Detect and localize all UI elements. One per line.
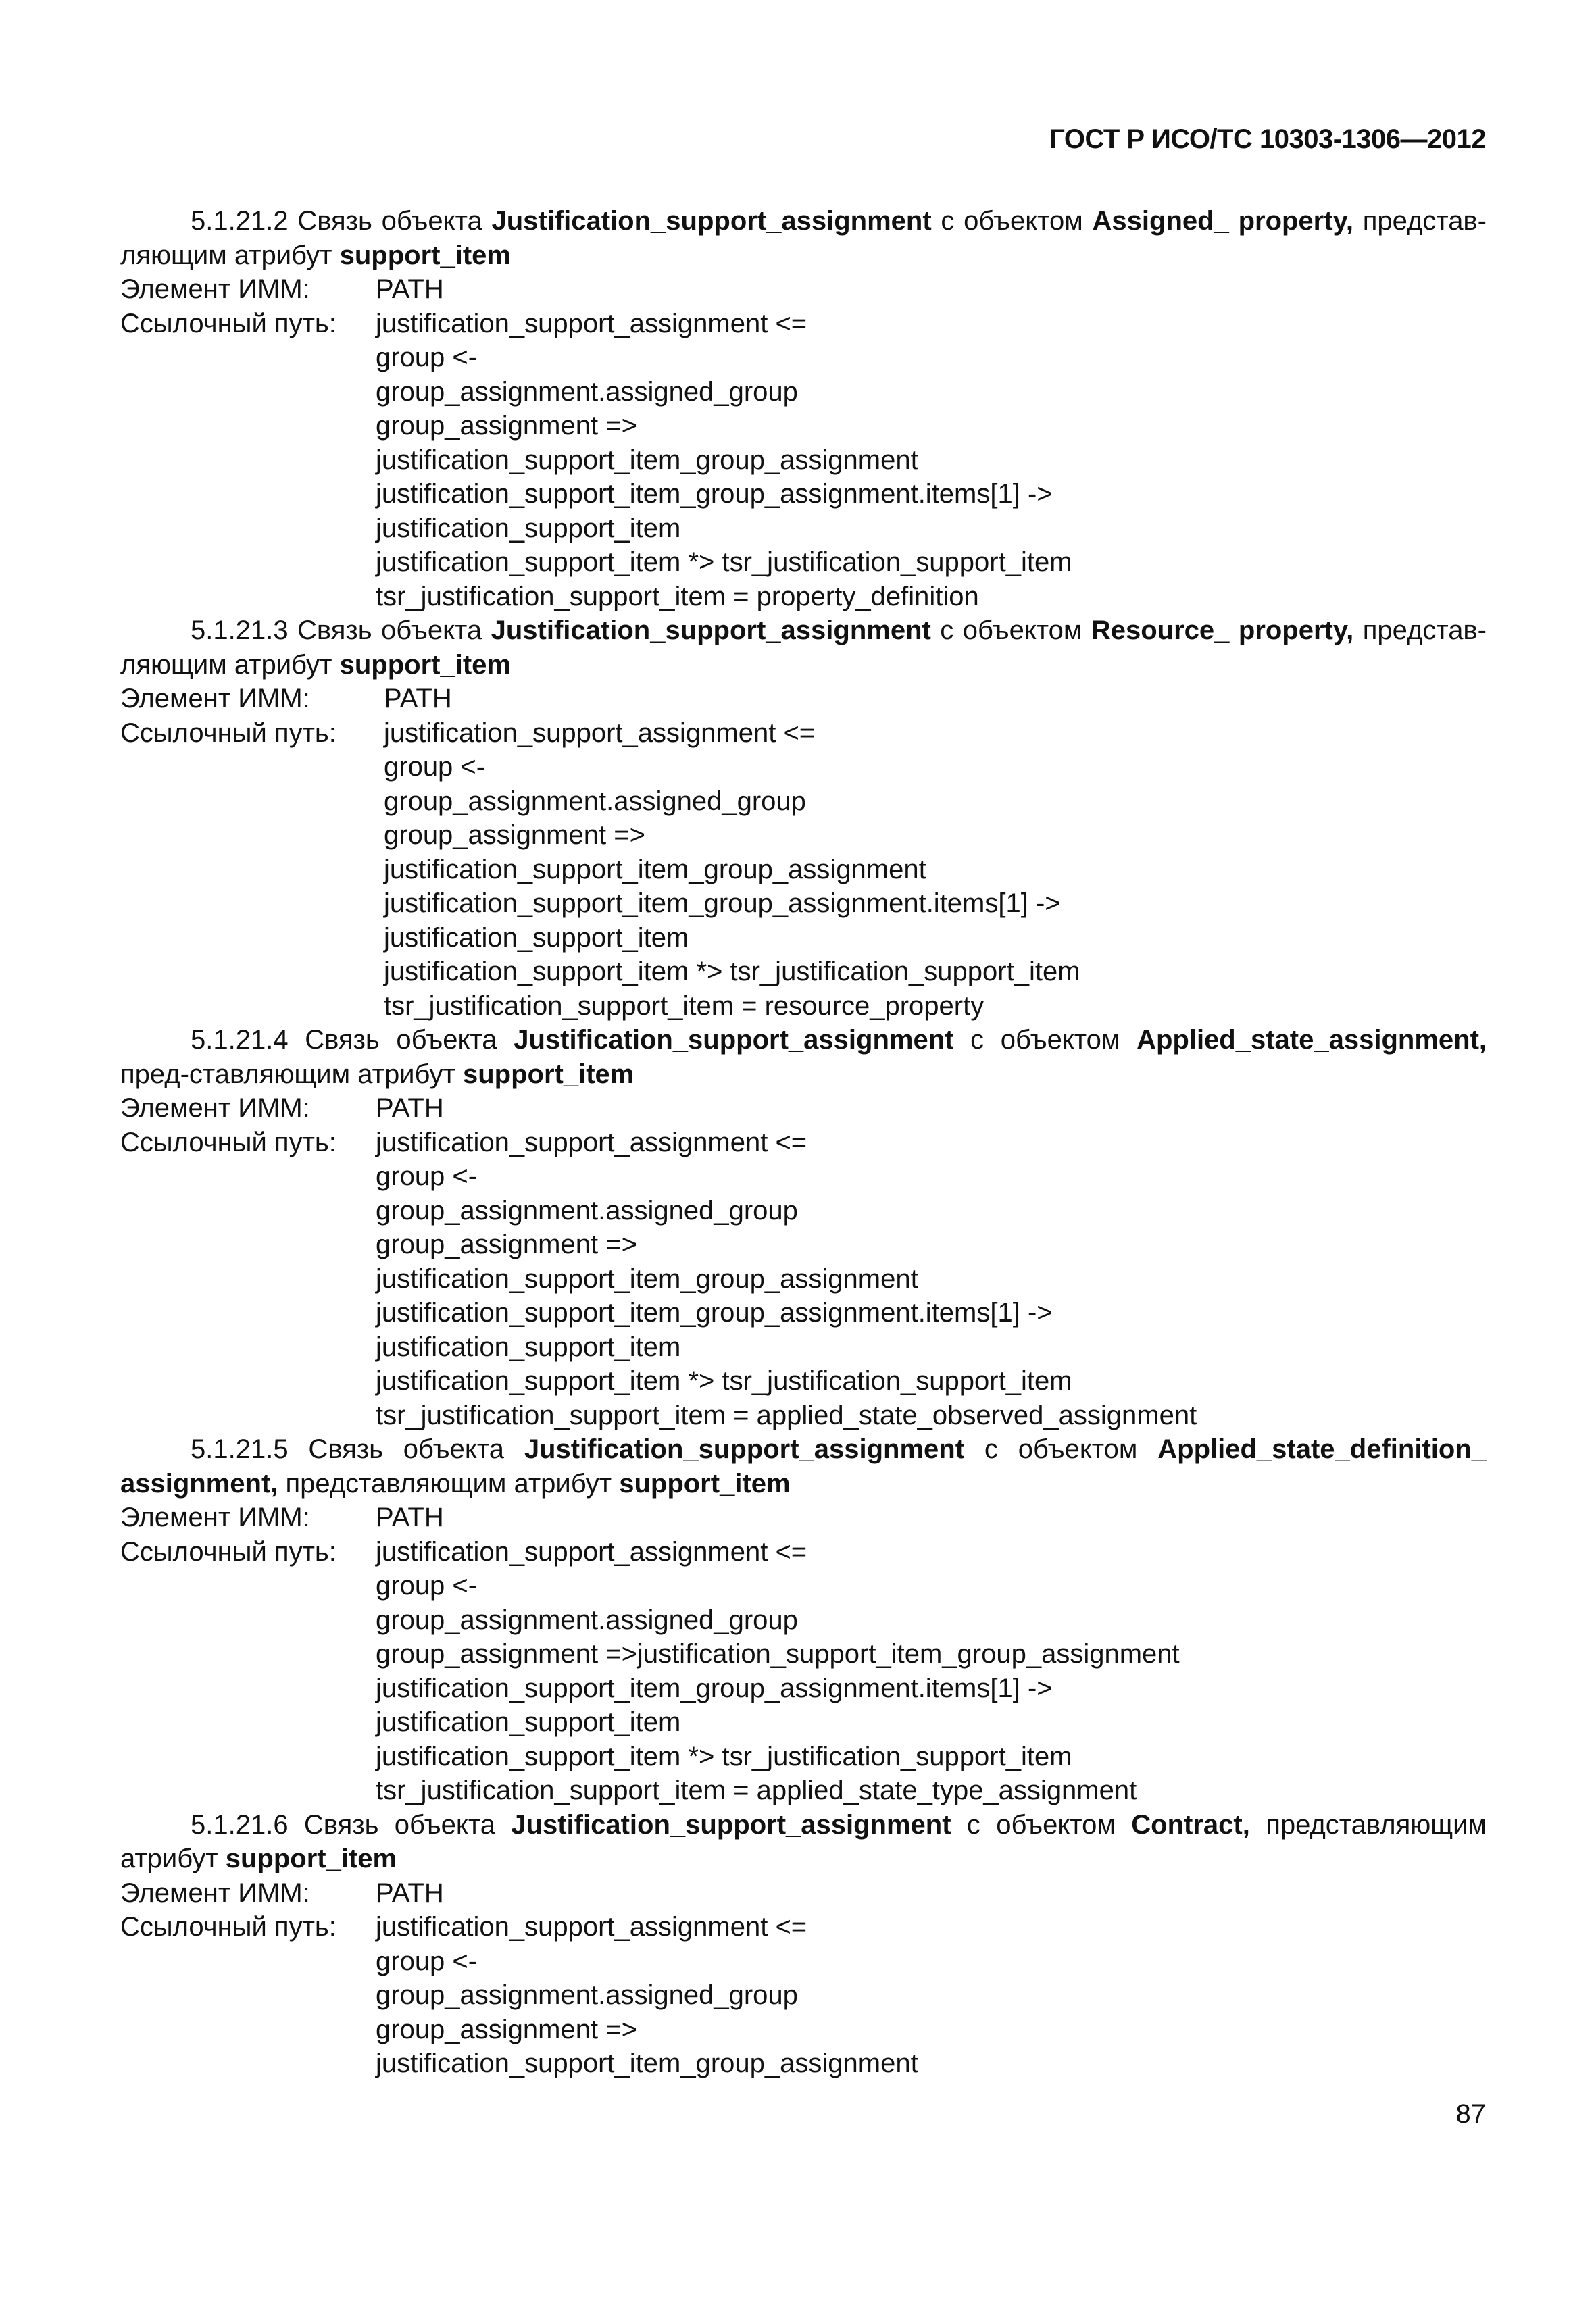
path-line: tsr_justification_support_item = resource_property bbox=[384, 990, 984, 1021]
heading-tail: представ-ляющим атрибут bbox=[120, 206, 1487, 270]
path-line: justification_support_assignment <= bbox=[376, 1127, 807, 1157]
element-value: PATH bbox=[376, 1503, 444, 1532]
element-label: Элемент ИММ: bbox=[120, 684, 310, 713]
ref-path-lines bbox=[384, 716, 1080, 1024]
clause-heading bbox=[120, 1023, 1487, 1091]
path-line: group_assignment.assigned_group bbox=[376, 376, 798, 407]
path-line: group_assignment => bbox=[376, 1230, 637, 1259]
path-line: justification_support_item *> tsr_justification_support_item bbox=[376, 547, 1072, 577]
path-line: justification_support_assignment <= bbox=[384, 718, 816, 748]
ref-path-row bbox=[120, 1910, 1487, 2081]
path-line: group_assignment.assigned_group bbox=[376, 1980, 798, 2010]
clause-heading bbox=[120, 1432, 1487, 1501]
element-label: Элемент ИММ: bbox=[120, 1093, 310, 1123]
heading-obj2: Assigned_ property, bbox=[1092, 206, 1353, 236]
path-line: group_assignment => bbox=[384, 820, 645, 850]
path-line: tsr_justification_support_item = applied_state_observed_assignment bbox=[376, 1400, 1197, 1430]
element-value: PATH bbox=[376, 1878, 444, 1908]
clause-section bbox=[120, 204, 1487, 613]
ref-path-lines bbox=[376, 307, 1072, 614]
path-line: justification_support_item bbox=[376, 1707, 681, 1737]
heading-obj1: Justification_support_assignment bbox=[491, 615, 931, 645]
path-line: group <- bbox=[376, 343, 478, 372]
path-line: justification_support_item bbox=[384, 922, 689, 953]
document-header: ГОСТ Р ИСО/ТС 10303-1306—2012 bbox=[1049, 124, 1486, 154]
path-line: justification_support_item bbox=[376, 513, 681, 543]
heading-mid: с объектом bbox=[964, 1434, 1158, 1464]
path-line: group <- bbox=[376, 1946, 478, 1976]
heading-obj1: Justification_support_assignment bbox=[491, 206, 932, 236]
heading-tail: представ-ляющим атрибут bbox=[120, 615, 1487, 680]
element-row bbox=[120, 272, 1487, 307]
ref-path-row bbox=[120, 307, 1487, 614]
heading-attr: support_item bbox=[619, 1468, 791, 1499]
clause-section bbox=[120, 1432, 1487, 1808]
path-line: justification_support_item_group_assignment bbox=[376, 1263, 918, 1294]
path-line: justification_support_item_group_assignment bbox=[384, 854, 926, 884]
heading-obj2: Contract, bbox=[1131, 1809, 1250, 1840]
ref-path-label: Ссылочный путь: bbox=[120, 718, 336, 748]
path-line: group_assignment => bbox=[376, 411, 637, 441]
heading-tail: пред-ставляющим атрибут bbox=[120, 1059, 463, 1089]
heading-attr: support_item bbox=[463, 1059, 634, 1089]
element-value: PATH bbox=[384, 684, 452, 713]
path-line: group <- bbox=[376, 1571, 478, 1601]
clause-heading bbox=[120, 1808, 1487, 1876]
element-value: PATH bbox=[376, 274, 444, 304]
heading-attr: support_item bbox=[339, 649, 511, 680]
element-row bbox=[120, 682, 1487, 716]
ref-path-row bbox=[120, 1126, 1487, 1433]
path-line: justification_support_item_group_assignment.items[1] -> bbox=[376, 479, 1053, 509]
heading-attr: support_item bbox=[225, 1844, 397, 1873]
clause-section bbox=[120, 1023, 1487, 1432]
heading-mid: с объектом bbox=[953, 1025, 1137, 1055]
ref-path-label: Ссылочный путь: bbox=[120, 1912, 336, 1942]
path-line: justification_support_assignment <= bbox=[376, 1536, 807, 1567]
heading-num: 5.1.21.4 Связь объекта bbox=[191, 1025, 514, 1055]
path-line: justification_support_item *> tsr_justification_support_item bbox=[376, 1741, 1072, 1771]
heading-obj2: Applied_state_definition_ assignment, bbox=[120, 1434, 1487, 1499]
ref-path-label: Ссылочный путь: bbox=[120, 1127, 336, 1157]
ref-path-lines bbox=[376, 1126, 1197, 1433]
ref-path-lines bbox=[376, 1535, 1180, 1808]
path-line: justification_support_assignment <= bbox=[376, 1912, 807, 1942]
heading-tail: представляющим атрибут bbox=[278, 1468, 620, 1499]
clause-heading bbox=[120, 613, 1487, 682]
path-line: justification_support_assignment <= bbox=[376, 308, 807, 338]
heading-obj1: Justification_support_assignment bbox=[514, 1025, 954, 1055]
ref-path-lines bbox=[376, 1910, 918, 2081]
clause-section bbox=[120, 613, 1487, 1023]
heading-obj1: Justification_support_assignment bbox=[511, 1809, 951, 1840]
path-line: tsr_justification_support_item = applied_state_type_assignment bbox=[376, 1776, 1137, 1805]
element-value: PATH bbox=[376, 1093, 444, 1123]
heading-obj2: Applied_state_assignment, bbox=[1137, 1025, 1487, 1055]
heading-mid: с объектом bbox=[931, 206, 1093, 236]
element-label: Элемент ИММ: bbox=[120, 1503, 310, 1532]
path-line: group_assignment.assigned_group bbox=[376, 1195, 798, 1226]
element-row bbox=[120, 1091, 1487, 1126]
path-line: group <- bbox=[384, 752, 486, 782]
heading-attr: support_item bbox=[339, 240, 511, 270]
path-line: justification_support_item_group_assignment.items[1] -> bbox=[376, 1298, 1053, 1328]
path-line: group_assignment.assigned_group bbox=[384, 786, 806, 816]
path-line: justification_support_item bbox=[376, 1332, 681, 1362]
heading-num: 5.1.21.3 Связь объекта bbox=[191, 615, 491, 645]
document-body bbox=[120, 204, 1487, 2081]
path-line: tsr_justification_support_item = property_definition bbox=[376, 581, 979, 611]
element-row bbox=[120, 1876, 1487, 1911]
path-line: justification_support_item_group_assignment bbox=[376, 445, 918, 475]
heading-obj1: Justification_support_assignment bbox=[524, 1434, 965, 1464]
element-label: Элемент ИММ: bbox=[120, 274, 310, 304]
ref-path-row bbox=[120, 716, 1487, 1024]
path-line: group <- bbox=[376, 1161, 478, 1191]
path-line: group_assignment =>justification_support_item_group_assignment bbox=[376, 1639, 1180, 1669]
ref-path-row bbox=[120, 1535, 1487, 1808]
clause-section bbox=[120, 1808, 1487, 2081]
path-line: justification_support_item *> tsr_justification_support_item bbox=[376, 1366, 1072, 1396]
path-line: group_assignment.assigned_group bbox=[376, 1605, 798, 1635]
path-line: justification_support_item_group_assignment.items[1] -> bbox=[376, 1673, 1053, 1703]
path-line: justification_support_item_group_assignment.items[1] -> bbox=[384, 888, 1061, 918]
ref-path-label: Ссылочный путь: bbox=[120, 308, 336, 338]
heading-mid: с объектом bbox=[951, 1809, 1132, 1840]
element-label: Элемент ИММ: bbox=[120, 1878, 310, 1908]
path-line: justification_support_item *> tsr_justification_support_item bbox=[384, 957, 1080, 986]
heading-mid: с объектом bbox=[930, 615, 1091, 645]
heading-num: 5.1.21.6 Связь объекта bbox=[191, 1809, 512, 1840]
path-line: group_assignment => bbox=[376, 2014, 637, 2044]
heading-obj2: Resource_ property, bbox=[1091, 615, 1354, 645]
ref-path-label: Ссылочный путь: bbox=[120, 1536, 336, 1567]
heading-tail: представляющим атрибут bbox=[120, 1809, 1487, 1873]
page-number: 87 bbox=[1455, 2099, 1486, 2129]
heading-num: 5.1.21.5 Связь объекта bbox=[191, 1434, 524, 1464]
clause-heading bbox=[120, 204, 1487, 272]
element-row bbox=[120, 1501, 1487, 1535]
heading-num: 5.1.21.2 Связь объекта bbox=[191, 206, 492, 236]
path-line: justification_support_item_group_assignment bbox=[376, 2048, 918, 2078]
